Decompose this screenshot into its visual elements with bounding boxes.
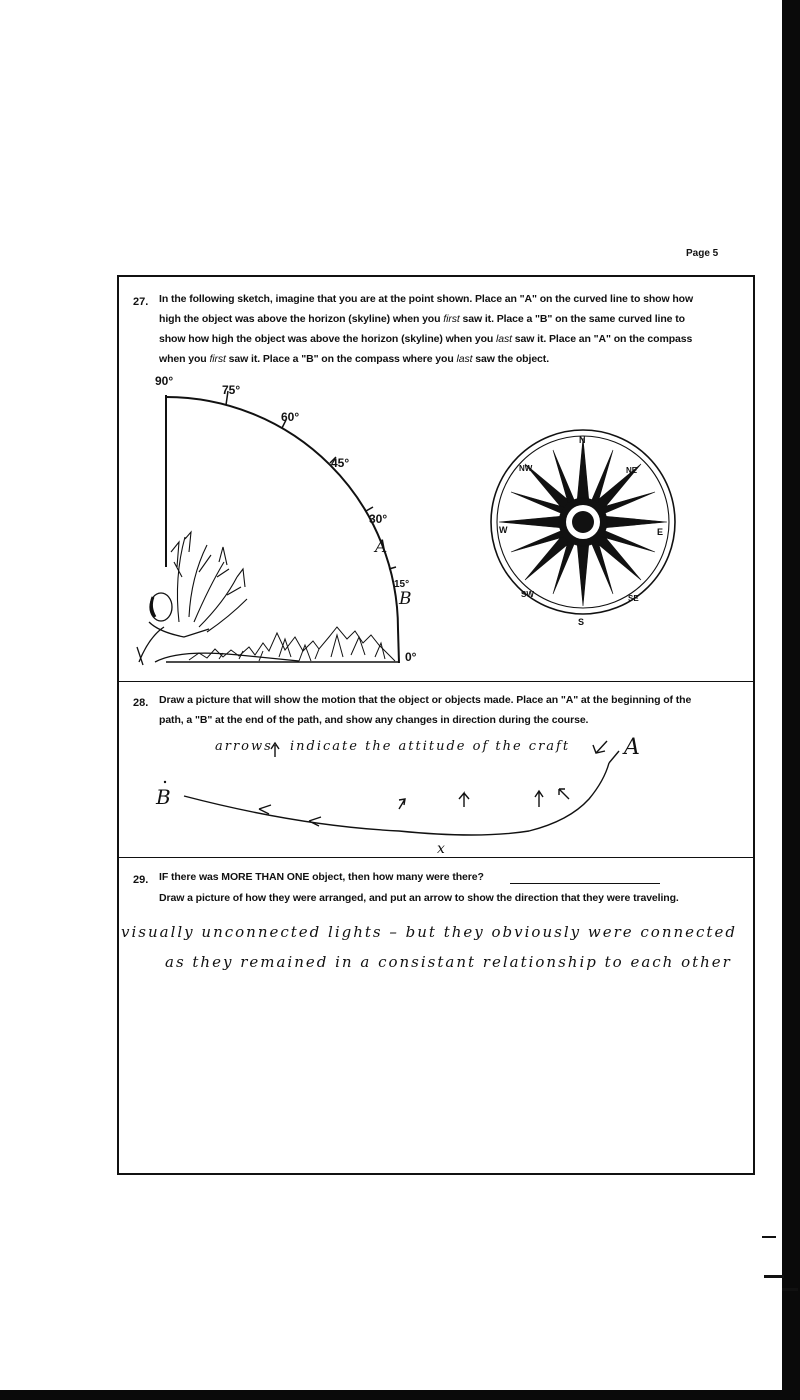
compass-label-w: W bbox=[499, 525, 508, 535]
compass-label-sw: SW bbox=[521, 590, 534, 599]
elevation-arc bbox=[166, 397, 398, 629]
q29-answer-line-1: visually unconnected lights – but they obviously were connected bbox=[121, 923, 737, 941]
tick-30 bbox=[366, 507, 373, 511]
attitude-arrow bbox=[535, 791, 543, 807]
compass-label-e: E bbox=[657, 527, 664, 537]
q29-line-2: Draw a picture of how they were arranged, and put an arrow to show the direction that they were traveling. bbox=[159, 892, 679, 904]
questionnaire-form bbox=[117, 275, 755, 1175]
page-number: Page 5 bbox=[686, 248, 719, 259]
flight-path bbox=[184, 763, 609, 835]
page-edge-right bbox=[782, 0, 800, 1400]
compass-label-s: S bbox=[578, 617, 585, 627]
compass-rose bbox=[490, 427, 676, 617]
attitude-arrow bbox=[559, 789, 569, 799]
q27-number: 27. bbox=[133, 296, 149, 308]
q27-line-4: when you first saw it. Place a "B" on the compass where you last saw the object. bbox=[159, 353, 550, 365]
compass-label-ne: NE bbox=[626, 466, 638, 475]
elevation-answer-b: B bbox=[399, 589, 414, 609]
q27-line-1: In the following sketch, imagine that you are at the point shown. Place an "A" on the curved line to show how bbox=[159, 293, 694, 305]
attitude-arrow bbox=[399, 799, 405, 809]
q29-count-blank[interactable] bbox=[510, 883, 660, 884]
scan-mark bbox=[762, 1236, 776, 1238]
attitude-arrow bbox=[609, 751, 619, 763]
q28-note-arrows: arrows bbox=[215, 739, 273, 754]
foliage-sketch bbox=[171, 532, 247, 632]
arc-end bbox=[398, 629, 399, 663]
q28-label-a: A bbox=[624, 735, 642, 760]
angle-label-90: 90° bbox=[155, 374, 174, 388]
up-arrow-note bbox=[271, 743, 279, 757]
angle-label-60: 60° bbox=[281, 410, 300, 424]
page-edge-bottom bbox=[0, 1390, 800, 1400]
q27-line-2: high the object was above the horizon (skyline) when you first saw it. Place a "B" on the same curved line to bbox=[159, 313, 685, 325]
elevation-answer-a: A bbox=[375, 537, 390, 557]
attitude-arrow bbox=[459, 793, 469, 807]
q28-label-b: B bbox=[156, 785, 173, 809]
q28-line-1: Draw a picture that will show the motion that the object or objects made. Place an "A" at the beginning of the bbox=[159, 694, 692, 706]
observer-figure bbox=[137, 593, 299, 665]
q28-number: 28. bbox=[133, 697, 149, 709]
path-arrow bbox=[309, 817, 321, 826]
angle-label-45: 45° bbox=[331, 456, 350, 470]
attitude-arrow bbox=[593, 741, 607, 753]
angle-label-15: 15° bbox=[394, 579, 410, 590]
q27-line-3: show how high the object was above the horizon (skyline) when you last saw it. Place an "A" on the compass bbox=[159, 333, 693, 345]
divider-28-29 bbox=[119, 857, 753, 858]
path-arrow bbox=[259, 805, 271, 814]
angle-label-0: 0° bbox=[405, 650, 417, 664]
scan-mark bbox=[782, 1288, 798, 1291]
q28-line-2: path, a "B" at the end of the path, and show any changes in direction during the course. bbox=[159, 714, 589, 726]
compass-label-se: SE bbox=[628, 594, 639, 603]
q29-line-1: IF there was MORE THAN ONE object, then how many were there? bbox=[159, 871, 484, 883]
q29-number: 29. bbox=[133, 874, 149, 886]
angle-label-30: 30° bbox=[369, 512, 388, 526]
compass-label-nw: NW bbox=[519, 464, 533, 473]
flight-path-sketch bbox=[119, 681, 757, 857]
q28-note-text: indicate the attitude of the craft bbox=[290, 739, 571, 754]
scan-mark bbox=[764, 1275, 784, 1278]
q29-answer-line-2: as they remained in a consistant relationship to each other bbox=[165, 953, 732, 971]
compass-label-n: N bbox=[579, 435, 586, 445]
angle-label-75: 75° bbox=[222, 383, 241, 397]
q28-label-x: x bbox=[437, 841, 447, 857]
treeline-sketch bbox=[189, 627, 395, 661]
